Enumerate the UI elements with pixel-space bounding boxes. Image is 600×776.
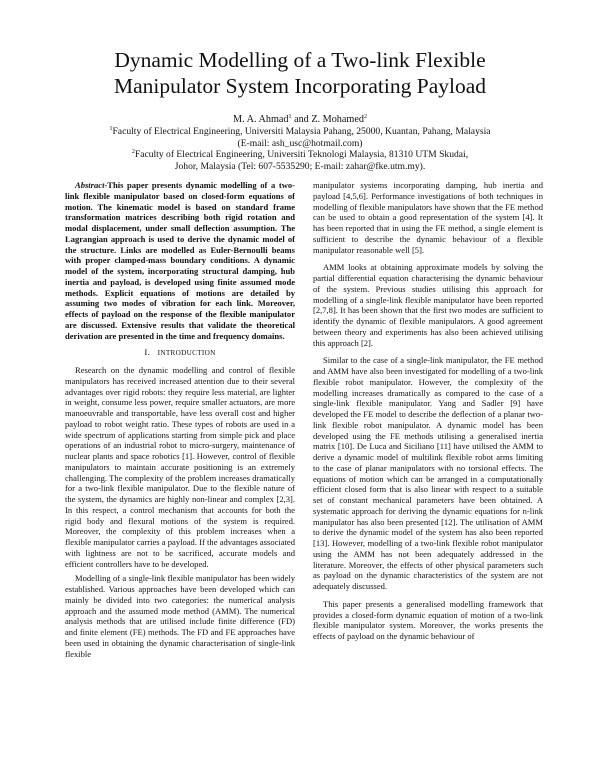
author-joiner: and Z. Mohamed [291, 114, 364, 125]
affiliation-1-email: (E-mail: ash_usc@hotmail.com) [237, 137, 363, 149]
abstract [65, 180, 295, 341]
author-2-sup: 2 [363, 114, 367, 120]
right-paragraph-1: manipulator systems incorporating damping, hub inertia and payload [4,5,6]. Performance investigations of both techniques in modelling of flexible manipulators have shown that the FE method can be used to obtain a good representation of the system [4]. It has been reported that in using the FE method, a single element is sufficient to describe the dynamic behaviour of a flexible manipulator reasonable well [5]. [313, 180, 543, 255]
intro-paragraph-1: Research on the dynamic modelling and control of flexible manipulators has received increased attention due to their several advantages over rigid robots: they require less material, are lighter in weight, consume less power, require smaller actuators, are more manoeuvrable and transportable, have less overall cost and higher payload to robot weight ratio. These types of robots are used in a wide spectrum of applications starting from simple pick and place operations of an industrial robot to micro-surgery, maintenance of nuclear plants and space robotics [1]. However, control of flexible manipulators to maintain accurate positioning is an extremely challenging. The complexity of the problem increases dramatically for a two-link flexible manipulator. Due to the flexible nature of the system, the dynamics are highly non-linear and complex [2,3]. In this respect, a control mechanism that accounts for both the rigid body and flexural motions of the system is required. Moreover, the complexity of this problem increases when a flexible manipulator carries a payload. If the advantages associated with lightness are not to be sacrificed, accurate models and efficient controllers have to be developed. [65, 365, 295, 569]
title-line-2: Manipulator System Incorporating Payload [114, 74, 486, 98]
left-column [65, 180, 295, 663]
affiliation-2-text: Faculty of Electrical Engineering, Universiti Teknologi Malaysia, 81310 UTM Skudai, [134, 149, 469, 161]
section-number: I. [144, 347, 151, 358]
section-title: INTRODUCTION [157, 349, 216, 358]
abstract-label: Abstract [75, 180, 105, 190]
affiliation-1 [40, 126, 560, 137]
right-column [313, 180, 543, 646]
abstract-text: -This paper presents dynamic modelling of a two-link flexible manipulator based on closed-form equations of motion. The kinematic model is based on standard frame transformation matrices describing both rigid rotation and modal displacement, under small deflection assumption. The Lagrangian approach is used to derive the dynamic model of the structure. Links are modelled as Euler-Bernoulli beams with proper clamped-mass boundary conditions. A dynamic model of the system, incorporating structural damping, hub inertia and payload, is developed using finite assumed mode methods. Explicit equations of motions are detailed by assuming two modes of vibration for each link. Moreover, effects of payload on the response of the flexible manipulator are discussed. Extensive results that validate the theoretical derivation are presented in the time and frequency domains. [65, 180, 295, 341]
affiliation-2 [40, 149, 560, 160]
section-heading-introduction [65, 347, 295, 359]
affiliation-2-contact: Johor, Malaysia (Tel: 607-5535290; E-mail: zahar@fke.utm.my). [174, 160, 426, 172]
affiliation-1-text: Faculty of Electrical Engineering, Universiti Malaysia Pahang, 25000, Kuantan, Pahang, Malaysia [112, 126, 491, 138]
author-block [40, 114, 560, 172]
right-paragraph-3: Similar to the case of a single-link manipulator, the FE method and AMM have also been investigated for modelling of a two-link flexible robot manipulator. However, the complexity of the modelling increases dramatically as compared to the case of a single-link flexible manipulator. Yang and Sadler [9] have developed the FE model to describe the deflection of a planar two-link flexible robot manipulator. A dynamic model has been developed using the FE methods utilising a generalised inertia matrix [10]. De Luca and Siciliano [11] have utilised the AMM to derive a dynamic model of multilink flexible robot arms limiting to the case of planar manipulators with no torsional effects. The equations of motion which can be arranged in a computationally efficient closed form that is also linear with respect to a suitable set of constant mechanical parameters have been obtained. A systematic approach for deriving the dynamic equations for n-link manipulator has also been presented [12]. The utilisation of AMM to derive the dynamic model of the system has also been reported [13]. However, modelling of a two-link flexible robot manipulator using the AMM has not been adequately addressed in the literature. Moreover, the effects of other physical parameters such as payload on the dynamic characteristics of the system are not adequately discussed. [313, 355, 543, 591]
intro-paragraph-2: Modelling of a single-link flexible manipulator has been widely established. Various approaches have been developed which can mainly be divided into two categories: the numerical analysis approach and the assumed mode method (AMM). The numerical analysis methods that are utilised include finite difference (FD) and finite element (FE) methods. The FD and FE approaches have been used in obtaining the dynamic characterisation of single-link flexible [65, 573, 295, 659]
right-paragraph-2: AMM looks at obtaining approximate models by solving the partial differential equation characterising the dynamic behaviour of the system. Previous studies utilising this approach for modelling of a single-link flexible manipulator have been reported [2,7,8]. It has been shown that the first two modes are sufficient to identify the dynamic of flexible manipulators. A good agreement between theory and experiments has also been achieved utilising this approach [2]. [313, 262, 543, 348]
author-1-name: M. A. Ahmad [233, 114, 289, 125]
affiliation-1-sup: 1 [109, 126, 113, 133]
right-paragraph-4: This paper presents a generalised modelling framework that provides a closed-form dynamic equation of motion of a two-link flexible manipulator system. Moreover, the works presents the effects of payload on the dynamic behaviour of [313, 598, 543, 641]
author-names [40, 114, 560, 125]
title-line-1: Dynamic Modelling of a Two-link Flexible [114, 48, 486, 72]
affiliation-2-sup: 2 [131, 149, 135, 156]
paper-title [40, 47, 560, 99]
author-1-sup: 1 [288, 114, 292, 120]
